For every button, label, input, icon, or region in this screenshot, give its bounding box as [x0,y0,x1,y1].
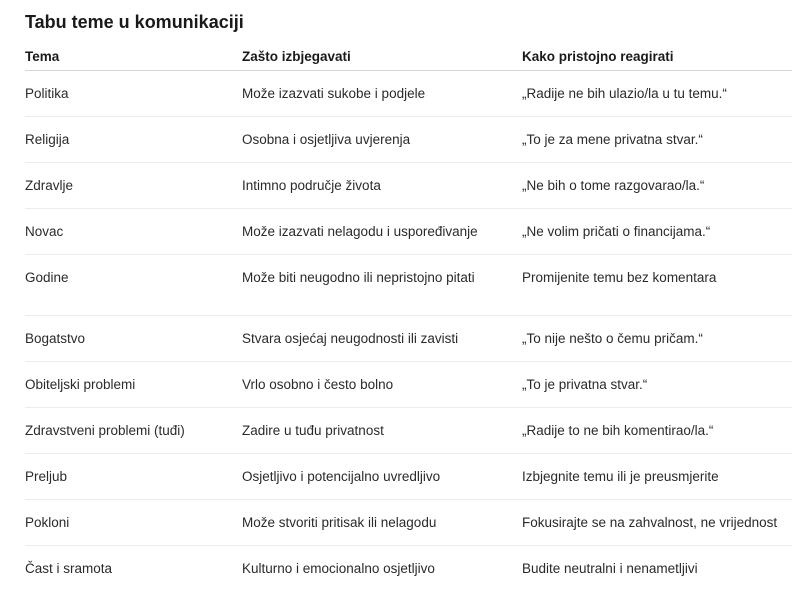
cell-zasto: Može izazvati nelagodu i uspoređivanje [242,209,522,255]
cell-zasto: Može izazvati sukobe i podjele [242,71,522,117]
table-row [25,454,792,500]
cell-zasto: Vrlo osobno i često bolno [242,362,522,408]
cell-kako: Fokusirajte se na zahvalnost, ne vrijednost [522,500,792,546]
table-row [25,255,792,316]
cell-kako: „Ne volim pričati o financijama.“ [522,209,792,255]
cell-zasto: Osobna i osjetljiva uvjerenja [242,117,522,163]
taboo-topics-table [25,42,792,591]
column-header-kako: Kako pristojno reagirati [522,42,792,71]
cell-tema: Pokloni [25,500,242,546]
cell-zasto: Osjetljivo i potencijalno uvredljivo [242,454,522,500]
cell-tema: Čast i sramota [25,561,113,576]
cell-tema: Bogatstvo [25,316,242,362]
column-header-tema: Tema [25,42,242,71]
cell-kako: „To nije nešto o čemu pričam.“ [522,316,792,362]
table-row [25,71,792,117]
cell-tema: Preljub [25,454,242,500]
table-row [25,117,792,163]
cell-kako: Promijenite temu bez komentara [522,255,792,316]
table-row [25,546,792,592]
cell-kako: „To je za mene privatna stvar.“ [522,117,792,163]
cell-tema: Godine [25,255,242,316]
table-row [25,209,792,255]
cell-zasto: Zadire u tuđu privatnost [242,408,522,454]
cell-zasto: Može stvoriti pritisak ili nelagodu [242,500,522,546]
cell-tema: Politika [25,71,242,117]
cell-tema: Novac [25,209,242,255]
cell-tema: Zdravlje [25,163,242,209]
table-row [25,500,792,546]
cell-zasto: Kulturno i emocionalno osjetljivo [242,561,435,576]
cell-kako: Budite neutralni i nenametljivi [522,561,698,576]
column-header-zasto: Zašto izbjegavati [242,42,522,71]
cell-kako: Izbjegnite temu ili je preusmjerite [522,454,792,500]
cell-zasto: Može biti neugodno ili nepristojno pitati [242,255,522,316]
cell-tema: Religija [25,117,242,163]
cell-kako: „To je privatna stvar.“ [522,362,792,408]
cell-kako: „Radije to ne bih komentirao/la.“ [522,408,792,454]
table-row [25,163,792,209]
table-header-row [25,42,792,71]
table-row [25,362,792,408]
cell-zasto: Intimno područje života [242,163,522,209]
page-title: Tabu teme u komunikaciji [25,12,244,32]
table-row [25,408,792,454]
cell-tema: Obiteljski problemi [25,362,242,408]
table-row [25,316,792,362]
cell-kako: „Radije ne bih ulazio/la u tu temu.“ [522,71,792,117]
cell-zasto: Stvara osjećaj neugodnosti ili zavisti [242,316,522,362]
cell-kako: „Ne bih o tome razgovarao/la.“ [522,163,792,209]
cell-tema: Zdravstveni problemi (tuđi) [25,408,242,454]
